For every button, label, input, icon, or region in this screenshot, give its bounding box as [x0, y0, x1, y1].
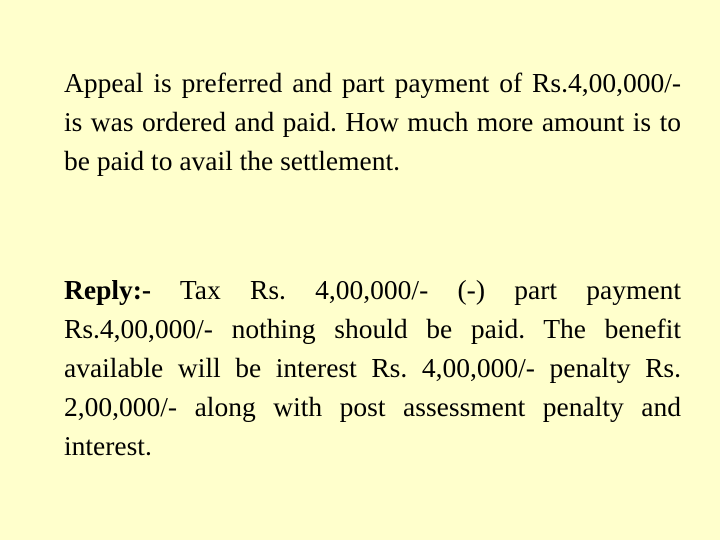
reply-text: Tax Rs. 4,00,000/- (-) part payment Rs.4,00,000/- nothing should be paid. The benefit available will be interest Rs. 4,00,000/- penalty Rs. 2,00,000/- along with post assessment penalty and interest. [64, 274, 681, 461]
reply-paragraph [64, 270, 681, 465]
reply-label: Reply:- [64, 274, 152, 305]
question-paragraph: Appeal is preferred and part payment of Rs.4,00,000/- is was ordered and paid. How much more amount is to be paid to avail the settlement. [64, 67, 681, 176]
